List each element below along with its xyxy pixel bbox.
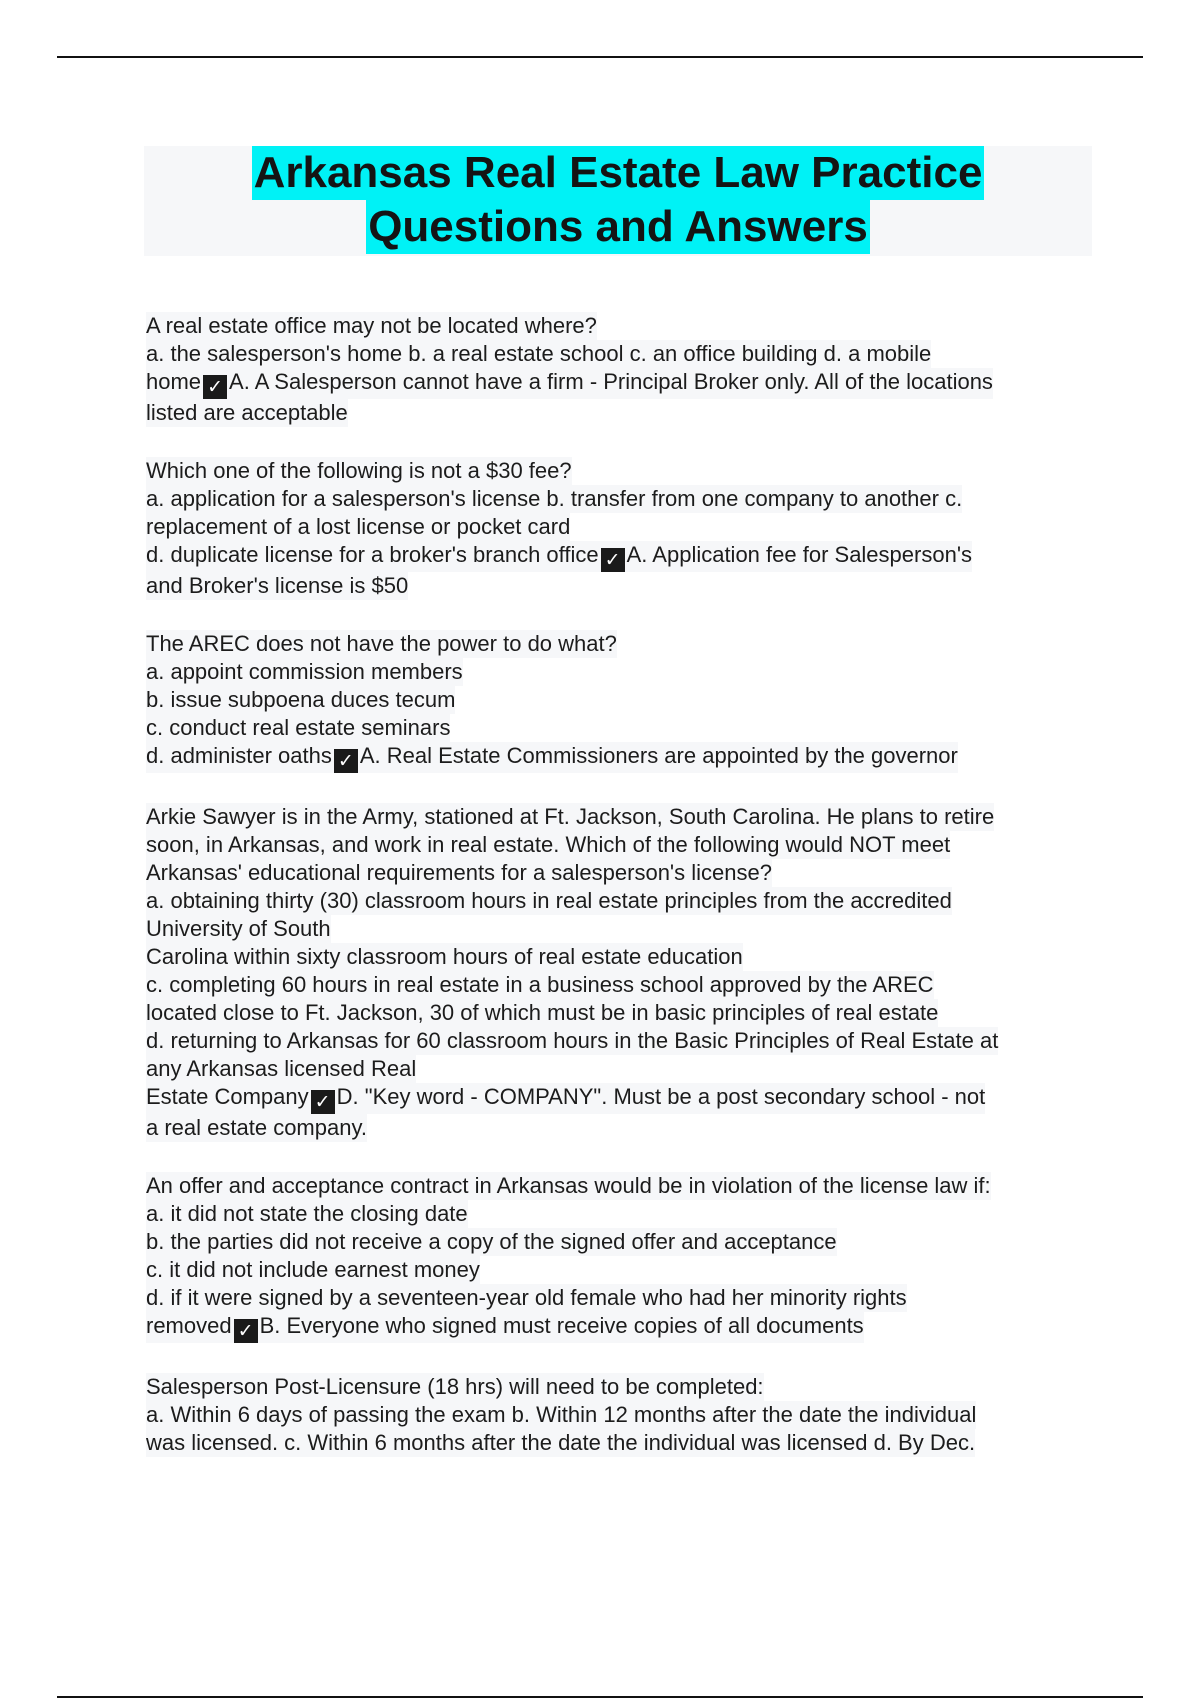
qa-item xyxy=(146,803,1092,1142)
checkmark-icon: ✓ xyxy=(311,1090,335,1114)
qa-line: University of South xyxy=(146,916,331,941)
qa-line: replacement of a lost license or pocket card xyxy=(146,514,571,539)
qa-line: was licensed. c. Within 6 months after the date the individual was licensed d. By Dec. xyxy=(146,1430,976,1455)
qa-line xyxy=(146,1083,985,1114)
qa-item xyxy=(146,312,1092,427)
qa-line: and Broker's license is $50 xyxy=(146,573,409,598)
qa-line: c. it did not include earnest money xyxy=(146,1257,480,1282)
qa-option-text: removed xyxy=(146,1313,232,1338)
qa-item xyxy=(146,1373,1092,1457)
qa-line: b. the parties did not receive a copy of the signed offer and acceptance xyxy=(146,1229,837,1254)
qa-line: A real estate office may not be located where? xyxy=(146,313,597,338)
answer-text: A. Application fee for Salesperson's xyxy=(626,542,973,567)
checkmark-icon: ✓ xyxy=(234,1319,258,1343)
qa-line: Which one of the following is not a $30 fee? xyxy=(146,458,572,483)
qa-line: Carolina within sixty classroom hours of real estate education xyxy=(146,944,743,969)
qa-line: a. it did not state the closing date xyxy=(146,1201,468,1226)
qa-line: c. completing 60 hours in real estate in a business school approved by the AREC xyxy=(146,972,934,997)
qa-line: Salesperson Post-Licensure (18 hrs) will need to be completed: xyxy=(146,1374,764,1399)
qa-option-text: home xyxy=(146,369,202,394)
qa-option-text: Estate Company xyxy=(146,1084,309,1109)
qa-line: a. Within 6 days of passing the exam b. Within 12 months after the date the individual xyxy=(146,1402,977,1427)
checkmark-icon: ✓ xyxy=(334,749,358,773)
qa-line xyxy=(146,742,958,773)
qa-line xyxy=(146,1312,864,1343)
qa-line: a. application for a salesperson's license b. transfer from one company to another c. xyxy=(146,486,963,511)
qa-line: d. if it were signed by a seventeen-year old female who had her minority rights xyxy=(146,1285,907,1310)
qa-item xyxy=(146,630,1092,773)
qa-line: Arkansas' educational requirements for a salesperson's license? xyxy=(146,860,772,885)
top-rule xyxy=(57,56,1143,58)
qa-option-text: d. duplicate license for a broker's branch office xyxy=(146,542,599,567)
page-title-line-1: Arkansas Real Estate Law Practice xyxy=(252,146,985,200)
page-title-line-2: Questions and Answers xyxy=(366,200,870,254)
answer-text: A. Real Estate Commissioners are appointed by the governor xyxy=(359,743,958,768)
qa-item xyxy=(146,1172,1092,1343)
qa-line xyxy=(146,541,972,572)
qa-line: listed are acceptable xyxy=(146,400,348,425)
qa-item xyxy=(146,457,1092,600)
qa-line: a real estate company. xyxy=(146,1115,367,1140)
qa-line: The AREC does not have the power to do what? xyxy=(146,631,617,656)
answer-text: B. Everyone who signed must receive copies of all documents xyxy=(259,1313,864,1338)
qa-list xyxy=(146,312,1092,1487)
qa-line: a. the salesperson's home b. a real estate school c. an office building d. a mobile xyxy=(146,341,932,366)
qa-line: d. returning to Arkansas for 60 classroom hours in the Basic Principles of Real Estate at xyxy=(146,1028,999,1053)
qa-line xyxy=(146,368,993,399)
qa-line: a. obtaining thirty (30) classroom hours in real estate principles from the accredited xyxy=(146,888,952,913)
title-banner xyxy=(144,146,1092,256)
checkmark-icon: ✓ xyxy=(601,548,625,572)
bottom-rule xyxy=(57,1696,1143,1698)
checkmark-icon: ✓ xyxy=(203,375,227,399)
qa-line: soon, in Arkansas, and work in real estate. Which of the following would NOT meet xyxy=(146,832,951,857)
qa-option-text: d. administer oaths xyxy=(146,743,332,768)
qa-line: c. conduct real estate seminars xyxy=(146,715,451,740)
qa-line: b. issue subpoena duces tecum xyxy=(146,687,456,712)
qa-line: any Arkansas licensed Real xyxy=(146,1056,417,1081)
answer-text: D. "Key word - COMPANY". Must be a post secondary school - not xyxy=(336,1084,986,1109)
qa-line: located close to Ft. Jackson, 30 of which must be in basic principles of real estate xyxy=(146,1000,939,1025)
answer-text: A. A Salesperson cannot have a firm - Principal Broker only. All of the locations xyxy=(229,369,993,394)
qa-line: a. appoint commission members xyxy=(146,659,463,684)
qa-line: Arkie Sawyer is in the Army, stationed at Ft. Jackson, South Carolina. He plans to retire xyxy=(146,804,995,829)
qa-line: An offer and acceptance contract in Arkansas would be in violation of the license law if: xyxy=(146,1173,991,1198)
